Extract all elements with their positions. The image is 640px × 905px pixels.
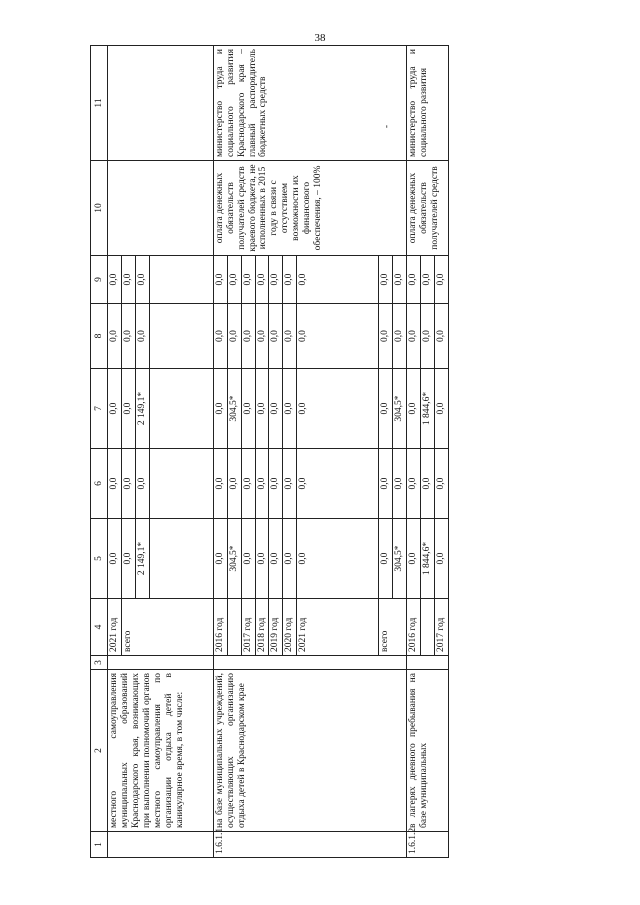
value-cell: 0,0	[393, 449, 407, 519]
value-cell: 0,0	[255, 449, 269, 519]
rotated-table-wrapper	[90, 46, 572, 858]
table-body	[91, 46, 449, 858]
value-cell: 0,0	[269, 449, 283, 519]
value-cell: 0,0	[227, 449, 241, 519]
dash-mark: -	[382, 124, 392, 129]
value-cell: 0,0	[108, 449, 122, 519]
value-cell: 0,0	[421, 256, 435, 304]
col-header: 9	[91, 256, 108, 304]
value-cell: 0,0	[434, 256, 448, 304]
year-cell: 2017 год	[241, 599, 255, 656]
col-header: 4	[91, 599, 108, 656]
measure-name: местного самоуправления муниципальных образований Краснодарского края, возникающих при выполнении полномочий органов местного самоуправления по организации отдыха детей в каникулярное время, в том числе:	[108, 670, 214, 832]
value-cell: 0,0	[241, 449, 255, 519]
customer-cell	[108, 46, 214, 161]
value-cell: 0,0	[297, 304, 379, 369]
col-header: 10	[91, 161, 108, 256]
value-cell: 0,0	[283, 369, 297, 449]
value-cell: 0,0	[393, 304, 407, 369]
value-cell: 0,0	[379, 369, 393, 449]
value-cell: 304,5*	[393, 369, 407, 449]
value-cell: 0,0	[241, 304, 255, 369]
value-cell: 0,0	[434, 369, 448, 449]
result-cell	[108, 161, 214, 256]
value-cell: 2 149,1*	[135, 519, 149, 599]
value-cell: 304,5*	[393, 519, 407, 599]
value-cell: 0,0	[108, 256, 122, 304]
result-cell	[407, 161, 449, 256]
value-cell: 0,0	[135, 304, 149, 369]
year-cell: 2021 год	[297, 599, 379, 656]
value-cell: 0,0	[407, 304, 421, 369]
customer-cell: министерство труда и социального развития	[407, 46, 449, 161]
empty-cell	[213, 656, 406, 670]
year-cell: 2017 год	[434, 599, 448, 656]
value-cell: 0,0	[255, 519, 269, 599]
value-cell: 0,0	[434, 449, 448, 519]
result-text: оплата денежных обязательств получателей средств краевого бюджета, не исполненных в 2015 году в связи с отсутствием возможности их финансового обеспечения, – 100%	[214, 164, 324, 252]
year-cell: всего	[121, 599, 213, 656]
value-cell: 304,5*	[227, 369, 241, 449]
program-table	[90, 45, 449, 858]
value-cell: 0,0	[297, 519, 379, 599]
year-cell	[227, 599, 241, 656]
value-cell: 0,0	[108, 369, 122, 449]
value-cell: 0,0	[121, 449, 135, 519]
col-header: 2	[91, 670, 108, 832]
col-header: 5	[91, 519, 108, 599]
value-cell: 0,0	[108, 519, 122, 599]
result-text: оплата денежных обязательств получателей средств	[408, 166, 440, 250]
value-cell: 0,0	[434, 304, 448, 369]
year-cell: 2016 год	[213, 599, 227, 656]
value-cell: 0,0	[255, 304, 269, 369]
value-cell: 0,0	[407, 256, 421, 304]
value-cell: 0,0	[421, 449, 435, 519]
result-cell	[213, 161, 406, 256]
value-cell: 0,0	[421, 304, 435, 369]
measure-name: в лагерях дневного пребывания на базе муниципальных	[407, 670, 449, 832]
col-header: 7	[91, 369, 108, 449]
value-cell: 0,0	[393, 256, 407, 304]
value-cell: 0,0	[269, 304, 283, 369]
value-cell: 0,0	[227, 304, 241, 369]
value-cell: 0,0	[241, 256, 255, 304]
empty-cell	[108, 656, 214, 670]
value-cell: 0,0	[297, 256, 379, 304]
row-code: 1.6.1.1	[213, 832, 406, 858]
value-cell: 0,0	[379, 519, 393, 599]
page-number: 38	[314, 32, 326, 44]
value-cell: 0,0	[269, 369, 283, 449]
year-cell: 2016 год	[407, 599, 421, 656]
year-cell: всего	[379, 599, 407, 656]
year-cell: 2020 год	[283, 599, 297, 656]
col-header: 1	[91, 832, 108, 858]
col-header: 3	[91, 656, 108, 670]
value-cell: 0,0	[213, 256, 227, 304]
value-cell: 0,0	[379, 449, 393, 519]
value-cell: 0,0	[407, 369, 421, 449]
value-cell: 0,0	[407, 449, 421, 519]
customer-cell: министерство труда и социального развития Краснодарского края – главный распорядитель бюджетных средств	[213, 46, 406, 161]
value-cell: 0,0	[108, 304, 122, 369]
value-cell: 1 844,6*	[421, 369, 435, 449]
value-cell: 304,5*	[227, 519, 241, 599]
col-header: 11	[91, 46, 108, 161]
col-header: 6	[91, 449, 108, 519]
empty-cell	[407, 656, 449, 670]
value-cell: 0,0	[269, 519, 283, 599]
row-code: 1.6.1.2	[407, 832, 449, 858]
value-cell: 0,0	[283, 256, 297, 304]
table-row	[213, 46, 227, 858]
value-cell: 0,0	[255, 256, 269, 304]
value-cell: 0,0	[213, 304, 227, 369]
year-cell: 2018 год	[255, 599, 269, 656]
row-code	[108, 832, 214, 858]
value-cell: 0,0	[379, 304, 393, 369]
value-cell: 0,0	[121, 369, 135, 449]
year-cell: 2019 год	[269, 599, 283, 656]
year-cell: 2021 год	[108, 599, 122, 656]
table-row	[108, 46, 122, 858]
value-cell: 0,0	[135, 256, 149, 304]
value-cell: 1 844,6*	[421, 519, 435, 599]
value-cell: 0,0	[213, 449, 227, 519]
value-cell: 0,0	[297, 369, 379, 449]
value-cell: 0,0	[135, 449, 149, 519]
column-numbers-row	[91, 46, 108, 858]
value-cell: 0,0	[379, 256, 393, 304]
value-cell: 0,0	[269, 256, 283, 304]
value-cell: 0,0	[255, 369, 269, 449]
value-cell: 2 149,1*	[135, 369, 149, 449]
value-cell: 0,0	[241, 369, 255, 449]
year-cell	[421, 599, 435, 656]
value-cell: 0,0	[407, 519, 421, 599]
value-cell: 0,0	[241, 519, 255, 599]
col-header: 8	[91, 304, 108, 369]
value-cell: 0,0	[121, 519, 135, 599]
value-cell: 0,0	[283, 519, 297, 599]
value-cell: 0,0	[283, 304, 297, 369]
value-cell: 0,0	[213, 519, 227, 599]
value-cell: 0,0	[227, 256, 241, 304]
value-cell: 0,0	[283, 449, 297, 519]
value-cell: 0,0	[121, 304, 135, 369]
measure-name: на базе муниципальных учреждений, осуществляющих организацию отдыха детей в Краснодарском крае	[213, 670, 406, 832]
value-cell: 0,0	[434, 519, 448, 599]
value-cell: 0,0	[121, 256, 135, 304]
value-cell: 0,0	[213, 369, 227, 449]
value-cell: 0,0	[297, 449, 379, 519]
table-row	[407, 46, 421, 858]
